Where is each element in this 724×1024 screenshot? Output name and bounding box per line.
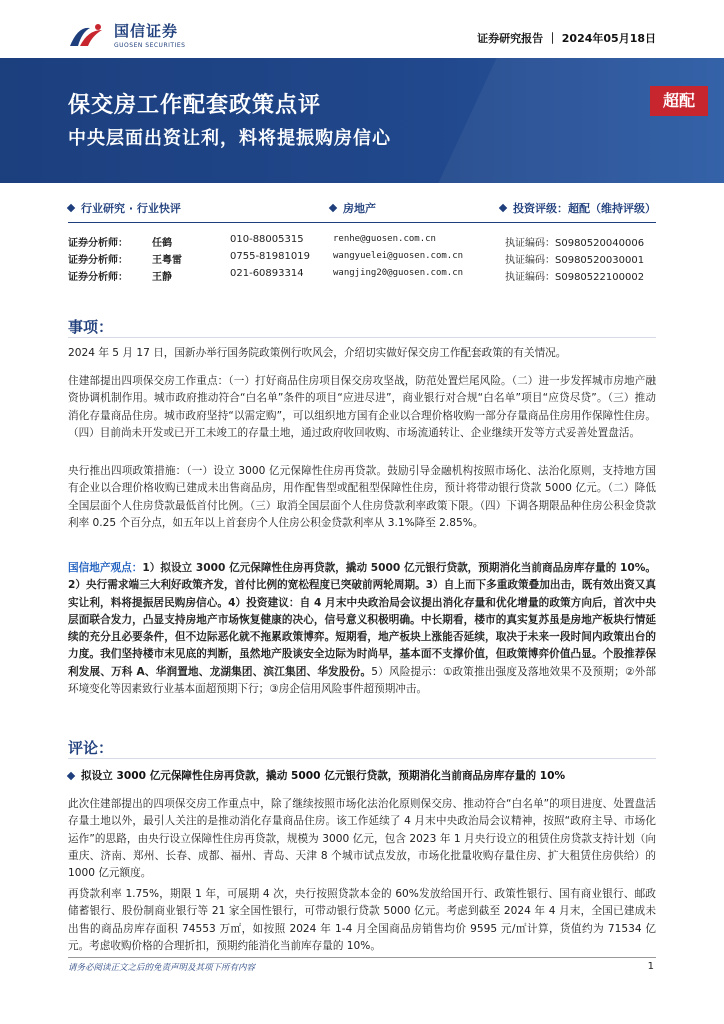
analyst-row: 证券分析师： 任鹤 010-88005315 renhe@guosen.com.cn 执证编码：S0980520040006	[68, 234, 645, 249]
event-view-paragraph	[68, 560, 656, 698]
comment-paragraph-1: 此次住建部提出的四项保交房工作重点中，除了继续按照市场化法治化原则保交房、推动符合“白名单”的项目进度、处置盘活存量土地以外，最引人关注的是推动消化存量商品住房。该工作延续了 4 月末中央政治局会议精神，按照“政府主导、市场化运作”的思路，由央行设立保障性住房再贷款，规模为 3000 亿元，包含 2023 年 1 月央行设立的租赁住房贷款支持计划（向重庆、济南、郑州、长春、成都、福州、青岛、天津 8 个城市试点发放，市场化批量收购存量住房、扩大租赁住房供给）的 1000 亿元额度。	[68, 798, 656, 880]
event-paragraph-2: 住建部提出四项保交房工作重点：（一）打好商品住房项目保交房攻坚战，防范处置烂尾风险。（二）进一步发挥城市房地产融资协调机制作用。城市政府推动符合“白名单”条件的项目“应进尽进”，商业银行对合规“白名单”项目“应贷尽贷”。（三）推动消化存量商品住房。城市政府坚持“以需定购”，可以组织地方国有企业以合理价格收购一部分存量商品住房用作保障性住房。（四）目前尚未开发或已开工未竣工的存量土地，通过政府收回收购、市场流通转让、企业继续开发等方式妥善处置盘活。	[68, 375, 656, 439]
view-bold-text: 1）拟设立 3000 亿元保障性住房再贷款，撬动 5000 亿元银行贷款，预期消化当前商品房库存量的 10%。2）央行需求端三大利好政策齐发，首付比例的宽松程度已突破前两轮周期。3）自上而下多重政策叠加出击，既有效出资又真实让利，料将提振居民购房信心。4）投资建议：自 4 月末中央政治局会议提出消化存量和优化增量的政策方向后，首次中央层面联合发力，凸显支持房地产市场恢复健康的决心，信号意义积极明确。中长期看，楼市的真实复苏虽是房地产板块行情延续的充分且必要条件，但不边际恶化就不拖累政策博弈。短期看，地产板块上涨能否延续，取决于未来一段时间内政策出台的力度。我们坚持楼市末见底的判断，虽然地产股谈安全边际为时尚早，基本面不支撑价值，但政策博弈价值凸显。个股推荐保利发展、万科 A、华润置地、龙湖集团、滨江集团、华发股份。	[68, 562, 656, 678]
diamond-icon	[329, 204, 337, 212]
diamond-icon	[499, 204, 507, 212]
category-industry: 行业研究 · 行业快评	[68, 200, 181, 216]
category-sector: 房地产	[330, 200, 376, 216]
company-logo	[68, 20, 185, 49]
diamond-icon	[67, 204, 75, 212]
divider	[68, 337, 656, 338]
logo-en: GUOSEN SECURITIES	[114, 42, 186, 49]
rating-badge: 超配	[650, 86, 708, 116]
report-subtitle: 中央层面出资让利，料将提振购房信心	[68, 128, 391, 149]
footer-divider	[68, 957, 656, 958]
analyst-row: 证券分析师： 王静 021-60893314 wangjing20@guosen.com.cn 执证编码：S0980522100002	[68, 268, 645, 283]
section-heading-event: 事项：	[68, 318, 114, 336]
footer-disclaimer: 请务必阅读正文之后的免责声明及其项下所有内容	[68, 963, 256, 973]
report-title: 保交房工作配套政策点评	[68, 93, 322, 118]
view-label: 国信地产观点：	[68, 562, 143, 574]
comment-bullet-heading: 拟设立 3000 亿元保障性住房再贷款，撬动 5000 亿元银行贷款，预期消化当前商品房库存量的 10%	[68, 768, 565, 783]
report-meta: 证券研究报告 ｜ 2024年05月18日	[477, 32, 656, 45]
page-number: 1	[647, 961, 654, 972]
logo-cn: 国信证券	[114, 22, 179, 40]
view-risk-text: 5）风险提示：①政策推出强度及落地效果不及预期；②外部环境变化等因素致行业基本面超预期下行；③房企信用风险事件超预期冲击。	[68, 665, 657, 696]
analyst-email[interactable]: renhe@guosen.com.cn	[333, 234, 436, 244]
title-banner	[0, 58, 724, 183]
category-rating: 投资评级：超配（维持评级）	[500, 200, 656, 216]
top-header	[0, 0, 724, 58]
section-heading-comment: 评论：	[68, 739, 114, 757]
divider	[68, 758, 656, 759]
diamond-icon	[67, 771, 75, 779]
comment-paragraph-2: 再贷款利率 1.75%，期限 1 年，可展期 4 次，央行按照贷款本金的 60%发放给国开行、政策性银行、国有商业银行、邮政储蓄银行、股份制商业银行等 21 家全国性银行，可带动银行贷款 5000 亿元。考虑到截至 2024 年 4 月末，全国已建成未出售的商品房库存面积 74553 万㎡，如按照 2024 年 1-4 月全国商品房销售均价 9595 元/㎡计算，货值约为 71534 亿元。考虑收购价格的合理折扣，预期约能消化当前库存量的 10%。	[68, 888, 656, 952]
category-row	[68, 200, 656, 216]
event-paragraph-3: 央行推出四项政策措施：（一）设立 3000 亿元保障性住房再贷款。鼓励引导金融机构按照市场化、法治化原则，支持地方国有企业以合理价格收购已建成未出售商品房，用作配售型或配租型保障性住房，预计将带动银行贷款 5000 亿元。（二）降低全国层面个人住房贷款最低首付比例。（三）取消全国层面个人住房贷款利率政策下限。（四）下调各期限品种住房公积金贷款利率 0.25 个百分点，如五年以上首套房个人住房公积金贷款利率从 3.1%降至 2.85%。	[68, 465, 656, 529]
divider	[68, 222, 656, 223]
analyst-table	[68, 234, 656, 285]
analyst-email[interactable]: wangjing20@guosen.com.cn	[333, 268, 464, 278]
analyst-row: 证券分析师： 王粤雷 0755-81981019 wangyuelei@guosen.com.cn 执证编码：S0980520030001	[68, 251, 645, 266]
analyst-email[interactable]: wangyuelei@guosen.com.cn	[333, 251, 464, 261]
logo-mark-icon	[68, 22, 108, 48]
event-paragraph-1: 2024 年 5 月 17 日，国新办举行国务院政策例行吹风会，介绍切实做好保交房工作配套政策的有关情况。	[68, 347, 567, 359]
